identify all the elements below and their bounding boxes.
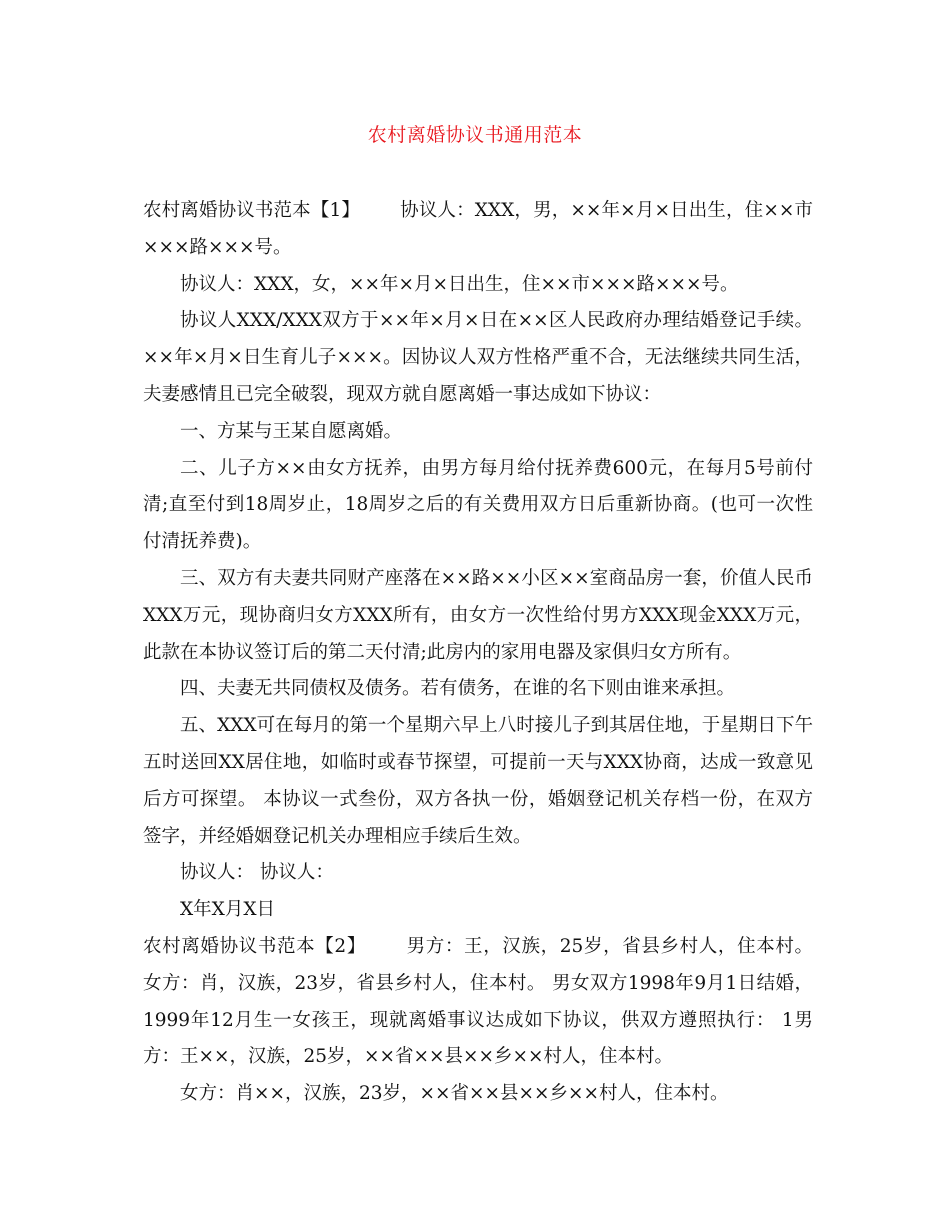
paragraph-3: 协议人XXX/XXX双方于××年×月×日在××区人民政府办理结婚登记手续。××年×月×日生育儿子×××。因协议人双方性格严重不合，无法继续共同生活，夫妻感情且已完全破裂，现双方就自愿离婚一事达成如下协议： [143, 310, 813, 405]
paragraph-8: 五、XXX可在每月的第一个星期六早上八时接儿子到其居住地，于星期日下午五时送回XX居住地，如临时或春节探望，可提前一天与XXX协商，达成一致意见后方可探望。 本协议一式叁份，双方各执一份，婚姻登记机关存档一份，在双方签字，并经婚姻登记机关办理相应手续后生效。 [143, 715, 813, 847]
signature-line: 协议人： 协议人： [180, 862, 334, 884]
paragraph-12: 女方：肖××，汉族，23岁，××省××县××乡××村人，住本村。 [180, 1083, 729, 1105]
section-heading-1: 农村离婚协议书范本【1】 [143, 200, 361, 221]
document-body [143, 193, 813, 1113]
paragraph-text: 男方：王，汉族，25岁，省县乡村人，住本村。 女方：肖，汉族，23岁，省县乡村人，住本村。 男女双方1998年9月1日结婚，1999年12月生一女孩王，现就离婚事议达成如下协议，供双方遵照执行： 1男方：王××，汉族，25岁，××省××县××乡××村人，住本村。 [143, 935, 813, 1068]
document-title: 农村离婚协议书通用范本 [367, 124, 583, 146]
section-heading-2: 农村离婚协议书范本【2】 [143, 935, 366, 957]
date-line: X年X月X日 [180, 899, 276, 921]
paragraph-11 [143, 929, 813, 1076]
paragraph-5: 二、儿子方××由女方抚养，由男方每月给付抚养费600元，在每月5号前付清;直至付到18周岁止，18周岁之后的有关费用双方日后重新协商。(也可一次性付清抚养费)。 [143, 457, 813, 553]
paragraph-1 [143, 193, 813, 267]
paragraph-4: 一、方某与王某自愿离婚。 [180, 420, 403, 442]
paragraph-6: 三、双方有夫妻共同财产座落在××路××小区××室商品房一套，价值人民币XXX万元，现协商归女方XXX所有，由女方一次性给付男方XXX现金XXX万元，此款在本协议签订后的第二天付清;此房内的家用电器及家俱归女方所有。 [143, 567, 813, 663]
paragraph-text: 协议人：XXX，男，××年×月×日出生，住××市×××路×××号。 [143, 200, 813, 258]
paragraph-7: 四、夫妻无共同债权及债务。若有债务，在谁的名下则由谁来承担。 [180, 678, 736, 700]
paragraph-2: 协议人：XXX，女，××年×月×日出生，住××市×××路×××号。 [180, 273, 739, 295]
